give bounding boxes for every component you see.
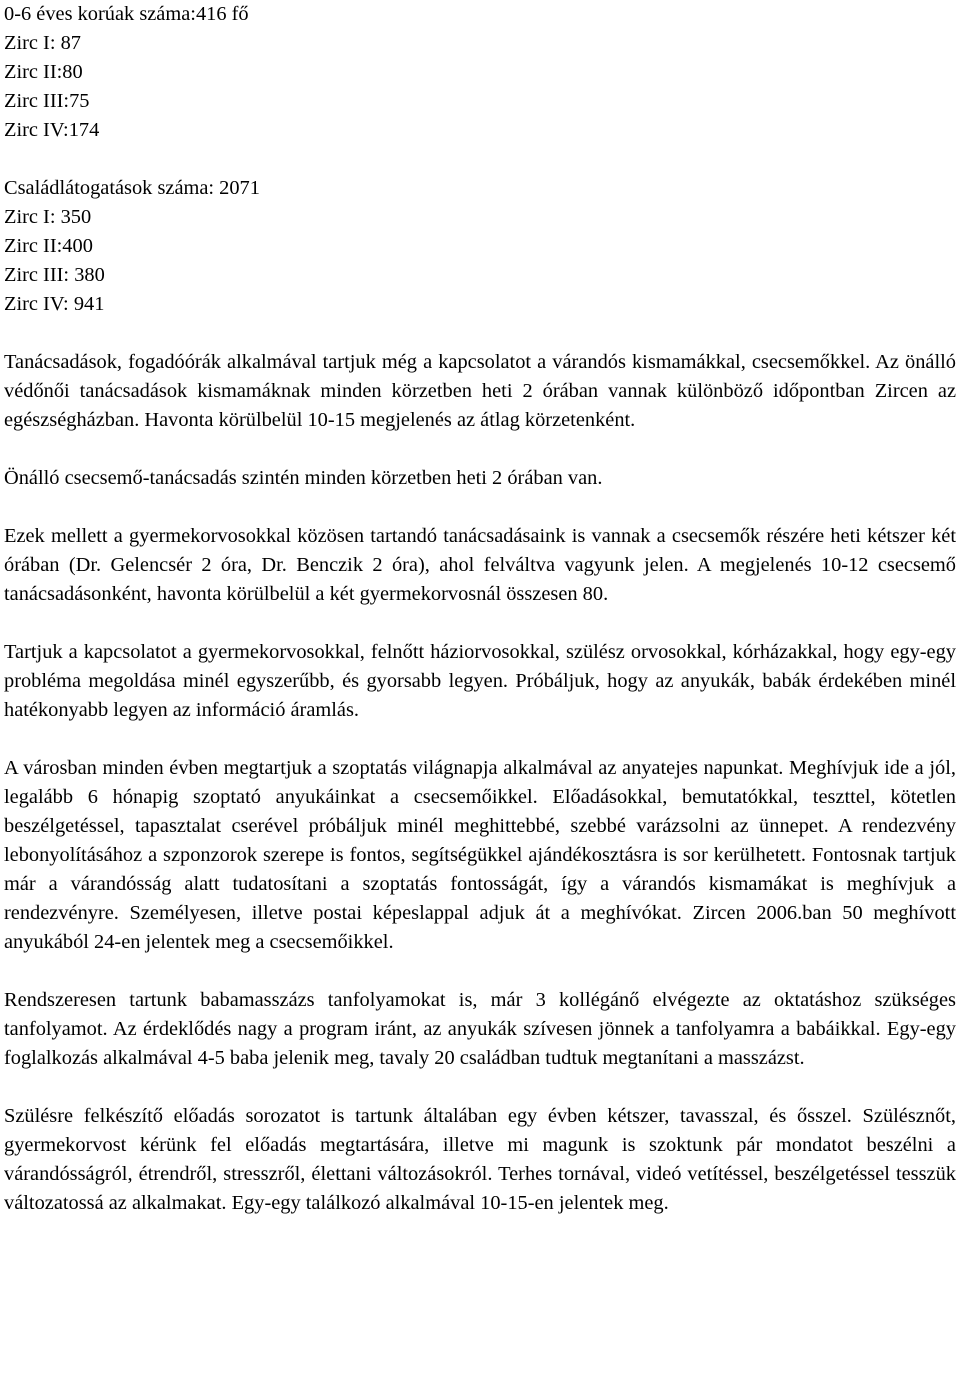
children-stats-block — [4, 0, 956, 145]
paragraph-pediatrician-joint: Ezek mellett a gyermekorvosokkal közösen tartandó tanácsadásaink is vannak a csecsemők részére heti kétszer két órában (Dr. Gelencsér 2 óra, Dr. Benczik 2 óra), ahol felváltva vagyunk jelen. A megjelenés 10-12 csecsemő tanácsadásonként, havonta körülbelül a két gyermekorvosnál összesen 80. — [4, 525, 956, 605]
spacer — [4, 319, 956, 348]
visits-stats-block — [4, 174, 956, 319]
spacer — [4, 957, 956, 986]
visits-zirc-2: Zirc II:400 — [4, 235, 93, 257]
children-zirc-4: Zirc IV:174 — [4, 119, 100, 141]
paragraph-consultations: Tanácsadások, fogadóórák alkalmával tartjuk még a kapcsolatot a várandós kismamákkal, csecsemőkkel. Az önálló védőnői tanácsadások kismamáknak minden körzetben heti 2 órában vannak különböző időpontban Zircen az egészségházban. Havonta körülbelül 10-15 megjelenés az átlag körzetenként. — [4, 351, 956, 431]
spacer — [4, 609, 956, 638]
paragraph-birth-preparation: Szülésre felkészítő előadás sorozatot is tartunk általában egy évben kétszer, tavasszal, és ősszel. Szülésznőt, gyermekorvost kérünk fel előadás megtartására, illetve mi magunk is szoktunk pár mondatot beszélni a várandósságról, étrendről, stresszről, élettani változásokról. Terhes tornával, videó vetítéssel, beszélgetéssel tesszük változatossá az alkalmakat. Egy-egy találkozó alkalmával 10-15-en jelentek meg. — [4, 1105, 956, 1214]
spacer — [4, 1073, 956, 1102]
visits-zirc-1: Zirc I: 350 — [4, 206, 92, 228]
visits-zirc-4: Zirc IV: 941 — [4, 293, 105, 315]
paragraph-baby-massage: Rendszeresen tartunk babamasszázs tanfolyamokat is, már 3 kollégánő elvégezte az oktatáshoz szükséges tanfolyamot. Az érdeklődés nagy a program iránt, az anyukák szívesen jönnek a tanfolyamra a babáikkal. Egy-egy foglalkozás alkalmával 4-5 baba jelenik meg, tavaly 20 családban tudtuk megtanítani a masszázst. — [4, 989, 956, 1069]
spacer — [4, 435, 956, 464]
spacer — [4, 493, 956, 522]
spacer — [4, 725, 956, 754]
children-zirc-1: Zirc I: 87 — [4, 32, 82, 54]
paragraph-breastfeeding-day: A városban minden évben megtartjuk a szoptatás világnapja alkalmával az anyatejes napunkat. Meghívjuk ide a jól, legalább 6 hónapig szoptató anyukáinkat a csecsemőikkel. Előadásokkal, bemutatókkal, teszttel, kötetlen beszélgetéssel, tapasztalat cserével próbáljuk minél meghittebbé, szebbé varázsolni az ünnepet. A rendezvény lebonyolításához a szponzorok szerepe is fontos, segítségükkel ajándékosztásra is sor kerülhetett. Fontosnak tartjuk már a várandósság alatt tudatosítani a szoptatás fontosságát, így a várandós kismamákat is meghívjuk a rendezvényre. Személyesen, illetve postai képeslappal adjuk át a meghívókat. Zircen 2006.ban 50 meghívott anyukából 24-en jelentek meg a csecsemőikkel. — [4, 757, 956, 953]
paragraph-cooperation: Tartjuk a kapcsolatot a gyermekorvosokkal, felnőtt háziorvosokkal, szülész orvosokkal, kórházakkal, hogy egy-egy probléma megoldása minél egyszerűbb, és gyorsabb legyen. Próbáljuk, hogy az anyukák, babák érdekében minél hatékonyabb legyen az információ áramlás. — [4, 641, 956, 721]
paragraph-infant-consultation: Önálló csecsemő-tanácsadás szintén minden körzetben heti 2 órában van. — [4, 467, 603, 489]
visits-zirc-3: Zirc III: 380 — [4, 264, 105, 286]
visits-count-heading: Családlátogatások száma: 2071 — [4, 177, 260, 199]
spacer — [4, 145, 956, 174]
children-zirc-2: Zirc II:80 — [4, 61, 83, 83]
children-count-heading: 0-6 éves korúak száma:416 fő — [4, 3, 249, 25]
children-zirc-3: Zirc III:75 — [4, 90, 90, 112]
